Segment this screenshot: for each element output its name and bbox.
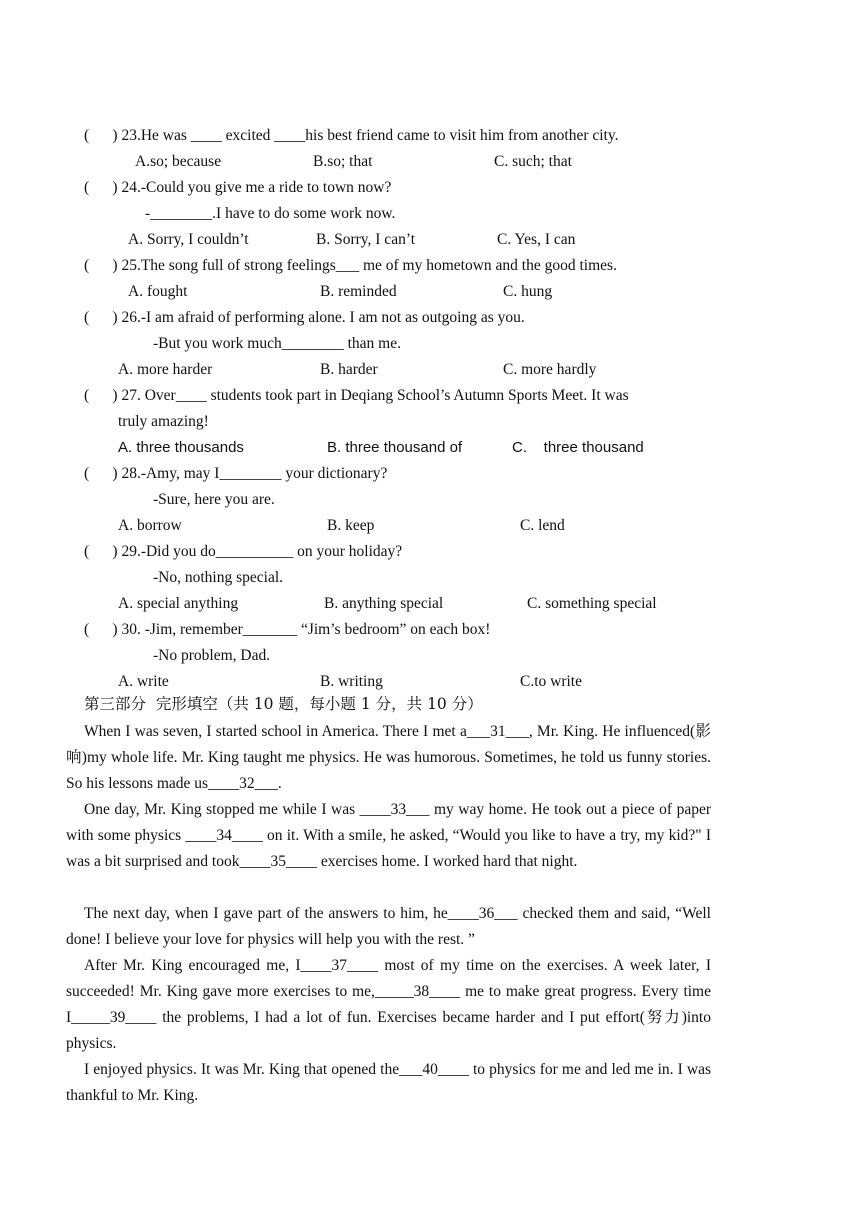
question-27 (84, 386, 629, 406)
question-stem: 25.The song full of strong feelings___ me of my hometown and the good times. (121, 257, 617, 274)
option-a: A. fought (128, 283, 188, 300)
option-b: B. three thousand of (327, 439, 463, 456)
option-a: A. write (118, 673, 169, 690)
question-30 (84, 620, 490, 640)
question-reply: -No, nothing special. (153, 569, 284, 586)
option-b: B. anything special (324, 595, 444, 612)
question-reply: -Sure, here you are. (153, 491, 275, 508)
section-heading: 第三部分 完形填空（共 10 题，每小题 1 分，共 10 分） (84, 695, 483, 713)
question-reply: -________.I have to do some work now. (145, 205, 396, 222)
passage-paragraph (66, 901, 711, 953)
question-24 (84, 178, 391, 198)
option-c: C. Yes, I can (497, 231, 576, 248)
option-a: A. three thousands (118, 439, 244, 456)
paragraph-text: The next day, when I gave part of the answers to him, he____36___ checked them and said, “Well done! I believe your love for physics will help you with the rest. ” (66, 905, 711, 948)
option-b: B. keep (327, 517, 375, 534)
question-stem: 26.-I am afraid of performing alone. I am not as outgoing as you. (121, 309, 525, 326)
paragraph-text: After Mr. King encouraged me, I____37____ most of my time on the exercises. A week later, I succeeded! Mr. King gave more exercises to me,_____38____ me to make great progress. Every time I_____39____ the problems, I had a lot of fun. Exercises became harder and I put effort(努力)into physics. (66, 957, 711, 1052)
option-c: C. hung (503, 283, 553, 300)
question-stem: 30. -Jim, remember_______ “Jim’s bedroom” on each box! (121, 621, 491, 638)
answer-bracket: ( ) (84, 179, 118, 196)
question-stem-continued: truly amazing! (118, 413, 209, 430)
passage-paragraph (66, 1057, 711, 1109)
question-stem: 28.-Amy, may I________ your dictionary? (121, 465, 388, 482)
option-a: A. borrow (118, 517, 182, 534)
answer-bracket: ( ) (84, 465, 118, 482)
option-a: A. Sorry, I couldn’t (128, 231, 249, 248)
passage-paragraph (66, 797, 711, 875)
option-c: C. three thousand (512, 439, 644, 456)
passage-paragraph (66, 953, 711, 1057)
question-stem: 29.-Did you do__________ on your holiday? (121, 543, 403, 560)
option-b: B. writing (320, 673, 383, 690)
question-reply: -But you work much________ than me. (153, 335, 401, 352)
answer-bracket: ( ) (84, 127, 118, 144)
option-c: C.to write (520, 673, 582, 690)
option-c: C. more hardly (503, 361, 597, 378)
answer-bracket: ( ) (84, 387, 118, 404)
option-c: C. something special (527, 595, 657, 612)
option-a: A.so; because (135, 153, 222, 170)
question-28 (84, 464, 387, 484)
option-c: C. such; that (494, 153, 572, 170)
question-26 (84, 308, 525, 328)
question-stem: 27. Over____ students took part in Deqiang School’s Autumn Sports Meet. It was (121, 387, 629, 404)
option-b: B. reminded (320, 283, 397, 300)
question-stem: 24.-Could you give me a ride to town now? (121, 179, 392, 196)
question-23 (84, 126, 618, 146)
paragraph-text: I enjoyed physics. It was Mr. King that opened the___40____ to physics for me and led me in. I was thankful to Mr. King. (66, 1061, 711, 1104)
passage-paragraph (66, 719, 711, 797)
question-stem: 23.He was ____ excited ____his best friend came to visit him from another city. (121, 127, 619, 144)
answer-bracket: ( ) (84, 543, 118, 560)
question-reply: -No problem, Dad. (153, 647, 271, 664)
option-b: B. harder (320, 361, 378, 378)
question-25 (84, 256, 617, 276)
option-b: B.so; that (313, 153, 373, 170)
answer-bracket: ( ) (84, 621, 118, 638)
option-b: B. Sorry, I can’t (316, 231, 416, 248)
answer-bracket: ( ) (84, 309, 118, 326)
paragraph-text: One day, Mr. King stopped me while I was ____33___ my way home. He took out a piece of paper with some physics ____34____ on it. With a smile, he asked, “Would you like to have a try, my kid?" I was a bit surprised and took____35____ exercises home. I worked hard that night. (66, 801, 711, 870)
option-c: C. lend (520, 517, 565, 534)
answer-bracket: ( ) (84, 257, 118, 274)
option-a: A. special anything (118, 595, 239, 612)
paragraph-text: When I was seven, I started school in America. There I met a___31___, Mr. King. He influenced(影响)my whole life. Mr. King taught me physics. He was humorous. Sometimes, he told us funny stories. So his lessons made us____32___. (66, 723, 711, 792)
option-a: A. more harder (118, 361, 213, 378)
question-29 (84, 542, 402, 562)
